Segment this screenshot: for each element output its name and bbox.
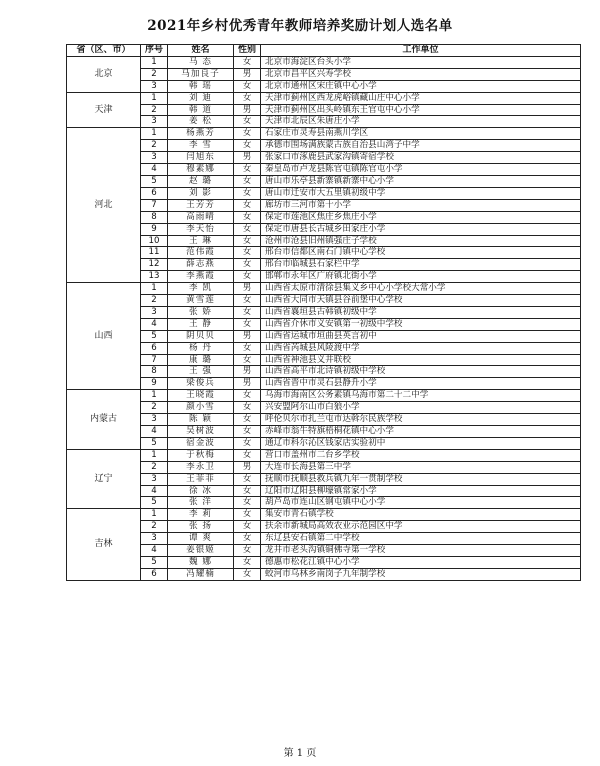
gender-cell: 男: [234, 283, 261, 295]
table-row: [67, 414, 581, 426]
row-number-cell: 4: [141, 318, 168, 330]
gender-cell: 女: [234, 306, 261, 318]
table-row: [67, 497, 581, 509]
gender-cell: 女: [234, 140, 261, 152]
teacher-name-cell: 薛志燕: [168, 259, 234, 271]
work-unit-cell: 葫芦岛市连山区钢屯镇中心小学: [261, 497, 581, 509]
table-row: [67, 402, 581, 414]
gender-cell: 女: [234, 318, 261, 330]
teacher-name-cell: 马 态: [168, 56, 234, 68]
work-unit-cell: 通辽市科尔沁区钱家店实验初中: [261, 437, 581, 449]
table-row: [67, 354, 581, 366]
work-unit-cell: 山西省神池县义井联校: [261, 354, 581, 366]
work-unit-cell: 扶余市新城局高效农业示范园区中学: [261, 521, 581, 533]
work-unit-cell: 沧州市沧县旧州镇强庄子学校: [261, 235, 581, 247]
table-row: [67, 175, 581, 187]
row-number-cell: 5: [141, 437, 168, 449]
teacher-name-cell: 王芳芳: [168, 199, 234, 211]
gender-cell: 女: [234, 402, 261, 414]
gender-cell: 女: [234, 485, 261, 497]
row-number-cell: 1: [141, 390, 168, 402]
row-number-cell: 1: [141, 509, 168, 521]
teacher-name-cell: 张 扬: [168, 521, 234, 533]
table-row: [67, 306, 581, 318]
row-number-cell: 1: [141, 56, 168, 68]
gender-cell: 女: [234, 56, 261, 68]
gender-cell: 女: [234, 211, 261, 223]
gender-cell: 女: [234, 259, 261, 271]
table-row: [67, 521, 581, 533]
page-number: 第 1 页: [283, 748, 317, 759]
teacher-name-cell: 张 娇: [168, 306, 234, 318]
work-unit-cell: 北京市昌平区兴寿学校: [261, 68, 581, 80]
table-row: [67, 128, 581, 140]
gender-cell: 女: [234, 497, 261, 509]
table-row: [67, 247, 581, 259]
teacher-name-cell: 赵 璐: [168, 175, 234, 187]
row-number-cell: 2: [141, 68, 168, 80]
table-row: [67, 223, 581, 235]
work-unit-cell: 承德市围场满族蒙古族自治县山湾子中学: [261, 140, 581, 152]
work-unit-cell: 山西省运城市垣曲县英言初中: [261, 330, 581, 342]
teacher-name-cell: 韩 道: [168, 104, 234, 116]
teacher-name-cell: 谭 爽: [168, 533, 234, 545]
teacher-name-cell: 王菲菲: [168, 473, 234, 485]
gender-cell: 女: [234, 449, 261, 461]
row-number-cell: 2: [141, 104, 168, 116]
gender-cell: 女: [234, 116, 261, 128]
gender-cell: 男: [234, 330, 261, 342]
gender-cell: 女: [234, 80, 261, 92]
teacher-name-cell: 马加良子: [168, 68, 234, 80]
table-row: [67, 426, 581, 438]
header-province: 省（区、市）: [67, 45, 141, 57]
row-number-cell: 3: [141, 473, 168, 485]
row-number-cell: 5: [141, 330, 168, 342]
work-unit-cell: 邢台市信都区南石门镇中心学校: [261, 247, 581, 259]
table-row: [67, 437, 581, 449]
table-row: [67, 80, 581, 92]
work-unit-cell: 抚顺市抚顺县救兵镇九年一贯制学校: [261, 473, 581, 485]
gender-cell: 女: [234, 354, 261, 366]
work-unit-cell: 天津市蓟州区出头岭镇东王官屯中心小学: [261, 104, 581, 116]
work-unit-cell: 辽阳市辽阳县柳壕镇常家小学: [261, 485, 581, 497]
gender-cell: 女: [234, 199, 261, 211]
teacher-name-cell: 魏 娜: [168, 556, 234, 568]
gender-cell: 女: [234, 533, 261, 545]
work-unit-cell: 保定市莲池区焦庄乡焦庄小学: [261, 211, 581, 223]
header-no: 序号: [141, 45, 168, 57]
work-unit-cell: 山西省襄垣县古韩镇初级中学: [261, 306, 581, 318]
row-number-cell: 9: [141, 223, 168, 235]
teacher-name-cell: 韩 瑶: [168, 80, 234, 92]
table-row: [67, 56, 581, 68]
row-number-cell: 5: [141, 175, 168, 187]
gender-cell: 女: [234, 556, 261, 568]
gender-cell: 女: [234, 235, 261, 247]
teacher-name-cell: 闫旭东: [168, 152, 234, 164]
teacher-name-cell: 高雨晴: [168, 211, 234, 223]
row-number-cell: 2: [141, 295, 168, 307]
table-row: [67, 366, 581, 378]
work-unit-cell: 山西省晋中市灵石县静升小学: [261, 378, 581, 390]
gender-cell: 女: [234, 437, 261, 449]
gender-cell: 女: [234, 164, 261, 176]
table-row: [67, 556, 581, 568]
header-name: 姓名: [168, 45, 234, 57]
gender-cell: 男: [234, 104, 261, 116]
teacher-name-cell: 康 璐: [168, 354, 234, 366]
work-unit-cell: 山西省大同市天镇县谷前堡中心学校: [261, 295, 581, 307]
table-row: [67, 211, 581, 223]
row-number-cell: 6: [141, 568, 168, 580]
row-number-cell: 6: [141, 187, 168, 199]
work-unit-cell: 廊坊市三河市第十小学: [261, 199, 581, 211]
province-cell: 内蒙古: [67, 390, 141, 450]
row-number-cell: 7: [141, 354, 168, 366]
row-number-cell: 12: [141, 259, 168, 271]
gender-cell: 女: [234, 521, 261, 533]
row-number-cell: 4: [141, 545, 168, 557]
header-sex: 性别: [234, 45, 261, 57]
work-unit-cell: 北京市海淀区台头小学: [261, 56, 581, 68]
table-row: [67, 259, 581, 271]
row-number-cell: 8: [141, 211, 168, 223]
table-row: [67, 378, 581, 390]
province-cell: 北京: [67, 56, 141, 92]
table-row: [67, 104, 581, 116]
table-row: [67, 116, 581, 128]
row-number-cell: 2: [141, 521, 168, 533]
gender-cell: 女: [234, 187, 261, 199]
table-row: [67, 199, 581, 211]
gender-cell: 女: [234, 390, 261, 402]
row-number-cell: 3: [141, 80, 168, 92]
row-number-cell: 3: [141, 116, 168, 128]
gender-cell: 女: [234, 92, 261, 104]
table-row: [67, 342, 581, 354]
table-header-row: [67, 45, 581, 57]
table-row: [67, 568, 581, 580]
province-cell: 吉林: [67, 509, 141, 580]
work-unit-cell: 邯郸市永年区广府镇北街小学: [261, 271, 581, 283]
work-unit-cell: 张家口市涿鹿县武家沟镇寄宿学校: [261, 152, 581, 164]
work-unit-cell: 兴安盟阿尔山市白狼小学: [261, 402, 581, 414]
table-row: [67, 164, 581, 176]
province-cell: 天津: [67, 92, 141, 128]
row-number-cell: 2: [141, 140, 168, 152]
work-unit-cell: 呼伦贝尔市扎兰屯市达斡尔民族学校: [261, 414, 581, 426]
teacher-name-cell: 张 洋: [168, 497, 234, 509]
teacher-name-cell: 穆素娜: [168, 164, 234, 176]
gender-cell: 女: [234, 223, 261, 235]
row-number-cell: 9: [141, 378, 168, 390]
teacher-name-cell: 颜小雪: [168, 402, 234, 414]
row-number-cell: 3: [141, 306, 168, 318]
header-unit: 工作单位: [261, 45, 581, 57]
teacher-name-cell: 李 凯: [168, 283, 234, 295]
province-cell: 辽宁: [67, 449, 141, 509]
table-body: [67, 56, 581, 580]
row-number-cell: 5: [141, 497, 168, 509]
gender-cell: 女: [234, 295, 261, 307]
work-unit-cell: 天津市北辰区朱唐庄小学: [261, 116, 581, 128]
table-row: [67, 68, 581, 80]
teacher-name-cell: 李 雪: [168, 140, 234, 152]
teacher-name-cell: 王 强: [168, 366, 234, 378]
gender-cell: 男: [234, 461, 261, 473]
teacher-name-cell: 于秋梅: [168, 449, 234, 461]
teacher-name-cell: 徐 冰: [168, 485, 234, 497]
table-row: [67, 545, 581, 557]
gender-cell: 女: [234, 271, 261, 283]
teacher-name-cell: 杨燕芳: [168, 128, 234, 140]
row-number-cell: 11: [141, 247, 168, 259]
gender-cell: 女: [234, 128, 261, 140]
row-number-cell: 2: [141, 461, 168, 473]
gender-cell: 男: [234, 378, 261, 390]
gender-cell: 女: [234, 342, 261, 354]
table-row: [67, 461, 581, 473]
table-row: [67, 235, 581, 247]
row-number-cell: 5: [141, 556, 168, 568]
row-number-cell: 13: [141, 271, 168, 283]
gender-cell: 男: [234, 366, 261, 378]
table-row: [67, 92, 581, 104]
work-unit-cell: 大连市长海县第三中学: [261, 461, 581, 473]
teacher-name-cell: 王晓霞: [168, 390, 234, 402]
row-number-cell: 7: [141, 199, 168, 211]
table-row: [67, 140, 581, 152]
work-unit-cell: 保定市唐县长古城乡田家庄小学: [261, 223, 581, 235]
row-number-cell: 6: [141, 342, 168, 354]
gender-cell: 女: [234, 473, 261, 485]
work-unit-cell: 秦皇岛市卢龙县陈官屯镇陈官屯小学: [261, 164, 581, 176]
teacher-name-cell: 黄雪莲: [168, 295, 234, 307]
teacher-name-cell: 吴树波: [168, 426, 234, 438]
row-number-cell: 1: [141, 449, 168, 461]
work-unit-cell: 龙井市老头沟镇铜佛寺第一学校: [261, 545, 581, 557]
teacher-name-cell: 刘 迪: [168, 92, 234, 104]
table-row: [67, 533, 581, 545]
row-number-cell: 2: [141, 402, 168, 414]
teacher-name-cell: 冯耀楠: [168, 568, 234, 580]
work-unit-cell: 唐山市乐亭县新寨镇新寨中心小学: [261, 175, 581, 187]
work-unit-cell: 营口市盖州市二台乡学校: [261, 449, 581, 461]
table-row: [67, 509, 581, 521]
teacher-name-cell: 刘 影: [168, 187, 234, 199]
teacher-name-cell: 李 莉: [168, 509, 234, 521]
work-unit-cell: 德惠市松花江镇中心小学: [261, 556, 581, 568]
table-row: [67, 295, 581, 307]
work-unit-cell: 东辽县安石镇第二中学校: [261, 533, 581, 545]
gender-cell: 女: [234, 509, 261, 521]
nominee-table: [66, 44, 581, 581]
gender-cell: 女: [234, 568, 261, 580]
teacher-name-cell: 阴贝贝: [168, 330, 234, 342]
row-number-cell: 1: [141, 128, 168, 140]
table-row: [67, 390, 581, 402]
work-unit-cell: 邢台市临城县石家栏中学: [261, 259, 581, 271]
row-number-cell: 4: [141, 426, 168, 438]
work-unit-cell: 天津市蓟州区西龙虎峪镇藏山庄中心小学: [261, 92, 581, 104]
work-unit-cell: 集安市青石镇学校: [261, 509, 581, 521]
teacher-name-cell: 王 琳: [168, 235, 234, 247]
teacher-name-cell: 李燕霞: [168, 271, 234, 283]
teacher-name-cell: 范伟霞: [168, 247, 234, 259]
work-unit-cell: 山西省介休市义安镇第一初级中学校: [261, 318, 581, 330]
row-number-cell: 4: [141, 485, 168, 497]
table-row: [67, 330, 581, 342]
table-row: [67, 187, 581, 199]
work-unit-cell: 石家庄市灵寿县南燕川学区: [261, 128, 581, 140]
table-row: [67, 318, 581, 330]
work-unit-cell: 山西省太原市清徐县集义乡中心小学校大常小学: [261, 283, 581, 295]
row-number-cell: 10: [141, 235, 168, 247]
work-unit-cell: 山西省高平市北诗镇初级中学校: [261, 366, 581, 378]
teacher-name-cell: 姜银姬: [168, 545, 234, 557]
gender-cell: 女: [234, 175, 261, 187]
nominee-table-container: [66, 44, 580, 581]
row-number-cell: 3: [141, 414, 168, 426]
work-unit-cell: 蛟河市乌林乡南岗子九年制学校: [261, 568, 581, 580]
row-number-cell: 3: [141, 152, 168, 164]
row-number-cell: 1: [141, 92, 168, 104]
row-number-cell: 4: [141, 164, 168, 176]
teacher-name-cell: 梁俊兵: [168, 378, 234, 390]
gender-cell: 男: [234, 152, 261, 164]
teacher-name-cell: 杨 丹: [168, 342, 234, 354]
province-cell: 山西: [67, 283, 141, 390]
gender-cell: 女: [234, 247, 261, 259]
work-unit-cell: 唐山市迁安市大五里镇初级中学: [261, 187, 581, 199]
work-unit-cell: 赤峰市翁牛特旗梧桐花镇中心小学: [261, 426, 581, 438]
row-number-cell: 8: [141, 366, 168, 378]
teacher-name-cell: 姜 松: [168, 116, 234, 128]
teacher-name-cell: 宿金波: [168, 437, 234, 449]
table-row: [67, 449, 581, 461]
gender-cell: 女: [234, 545, 261, 557]
work-unit-cell: 乌海市海南区公务素镇乌海市第二十二中学: [261, 390, 581, 402]
table-row: [67, 271, 581, 283]
teacher-name-cell: 李天怡: [168, 223, 234, 235]
gender-cell: 女: [234, 426, 261, 438]
gender-cell: 女: [234, 414, 261, 426]
work-unit-cell: 北京市通州区宋庄镇中心小学: [261, 80, 581, 92]
teacher-name-cell: 王 静: [168, 318, 234, 330]
table-row: [67, 283, 581, 295]
table-row: [67, 485, 581, 497]
row-number-cell: 1: [141, 283, 168, 295]
page-title: 2021年乡村优秀青年教师培养奖励计划人选名单: [147, 18, 453, 34]
table-row: [67, 473, 581, 485]
teacher-name-cell: 陈 颖: [168, 414, 234, 426]
province-cell: 河北: [67, 128, 141, 283]
row-number-cell: 3: [141, 533, 168, 545]
gender-cell: 男: [234, 68, 261, 80]
table-row: [67, 152, 581, 164]
teacher-name-cell: 李永卫: [168, 461, 234, 473]
work-unit-cell: 山西省芮城县风陵渡中学: [261, 342, 581, 354]
